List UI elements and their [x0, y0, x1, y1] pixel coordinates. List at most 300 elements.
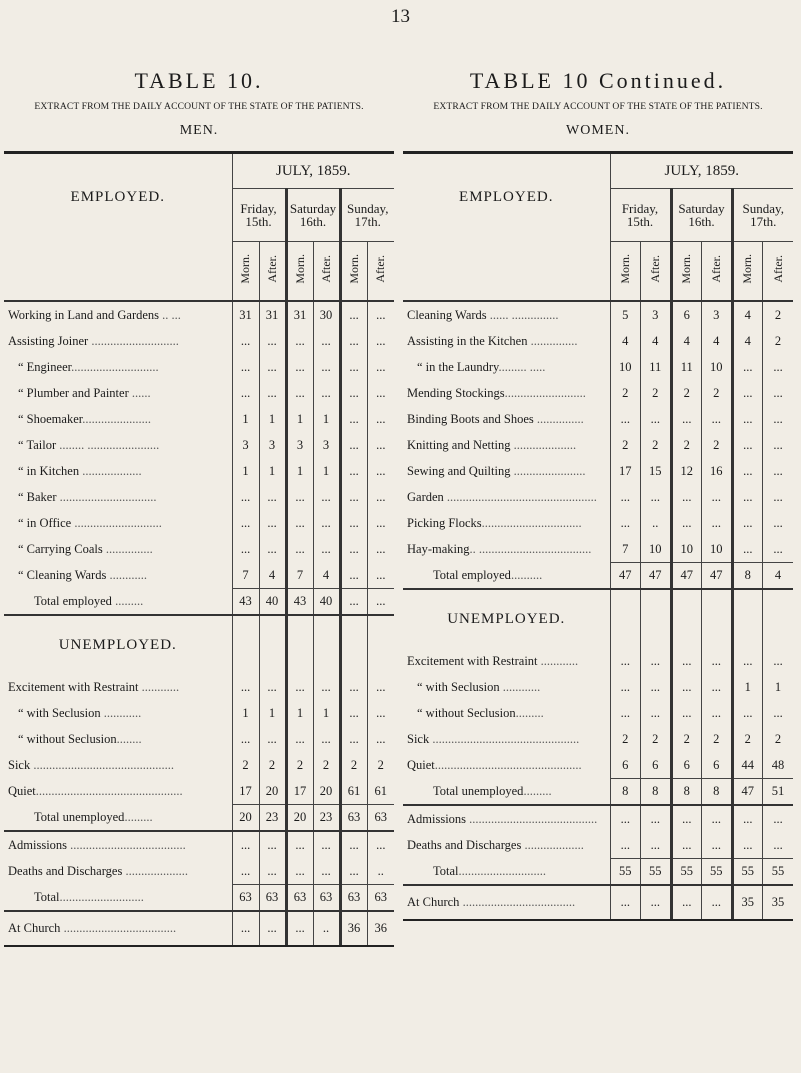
- cell-value: ...: [641, 700, 672, 726]
- cell-value: 63: [232, 885, 259, 912]
- table-row: [403, 380, 793, 406]
- cell-value: ...: [610, 805, 641, 832]
- cell-value: 23: [313, 805, 340, 832]
- table-row: [403, 458, 793, 484]
- cell-value: ...: [259, 328, 286, 354]
- session-header: [232, 242, 259, 302]
- leader-dots: .........: [523, 783, 552, 798]
- cell-value: 4: [610, 328, 641, 354]
- table-row: [403, 301, 793, 328]
- cell-value: ...: [232, 380, 259, 406]
- cell-value: ...: [641, 484, 672, 510]
- table-row: [4, 674, 394, 700]
- table-row: [4, 752, 394, 778]
- table-row: [403, 700, 793, 726]
- cell-value: ...: [702, 648, 733, 674]
- cell-value: 10: [671, 536, 702, 563]
- cell-value: ...: [641, 648, 672, 674]
- cell-value: 2: [763, 328, 794, 354]
- cell-value: ...: [732, 432, 763, 458]
- leader-dots: ............................: [71, 515, 162, 530]
- cell-value: 31: [286, 301, 313, 328]
- cell-value: ..: [641, 510, 672, 536]
- cell-value: ...: [641, 832, 672, 859]
- cell-value: 63: [340, 885, 367, 912]
- cell-value: 20: [286, 805, 313, 832]
- cell-value: ...: [286, 510, 313, 536]
- row-label-text: Total: [433, 863, 459, 878]
- cell-value: ...: [732, 354, 763, 380]
- men-table-section: [4, 70, 394, 947]
- cell-value: ...: [367, 510, 394, 536]
- cell-value: ...: [367, 354, 394, 380]
- day-header: [732, 189, 793, 242]
- cell-value: 1: [232, 406, 259, 432]
- cell-value: 1: [313, 700, 340, 726]
- cell-value: ...: [702, 885, 733, 919]
- cell-value: 3: [702, 301, 733, 328]
- session-label: After.: [647, 255, 662, 283]
- row-label-text: Sick: [407, 731, 430, 746]
- day-name: Friday,: [621, 201, 659, 216]
- cell-value: ...: [340, 380, 367, 406]
- row-label: [403, 859, 610, 886]
- cell-value: ...: [671, 484, 702, 510]
- cell-value: ...: [259, 354, 286, 380]
- leader-dots: ...............: [102, 541, 153, 556]
- cell-value: ...: [610, 484, 641, 510]
- table-row: [4, 726, 394, 752]
- cell-value: 63: [313, 885, 340, 912]
- cell-value: ...: [367, 432, 394, 458]
- row-label: [403, 752, 610, 779]
- session-label: After.: [373, 255, 388, 283]
- session-label: After.: [318, 255, 333, 283]
- cell-value: 10: [702, 354, 733, 380]
- cell-value: ...: [763, 832, 794, 859]
- cell-value: 17: [286, 778, 313, 805]
- header-spacer: [403, 242, 610, 302]
- leader-dots: .......................: [510, 463, 586, 478]
- row-label: [4, 536, 232, 562]
- leader-dots: ....................: [510, 437, 577, 452]
- cell-value: ...: [610, 510, 641, 536]
- row-label-text: “ in Kitchen: [18, 463, 80, 478]
- row-label-text: Admissions: [8, 837, 68, 852]
- row-label: [403, 832, 610, 859]
- table-row: [403, 484, 793, 510]
- row-label-text: “ Carrying Coals: [18, 541, 103, 556]
- cell-value: ...: [232, 858, 259, 885]
- table-row: [4, 536, 394, 562]
- row-label-text: “ Cleaning Wards: [18, 567, 107, 582]
- cell-value: ...: [367, 458, 394, 484]
- cell-value: ...: [732, 380, 763, 406]
- cell-value: 2: [671, 432, 702, 458]
- cell-value: ...: [286, 354, 313, 380]
- cell-value: 30: [313, 301, 340, 328]
- cell-value: 8: [732, 563, 763, 590]
- cell-value: ...: [671, 510, 702, 536]
- table-row: [403, 536, 793, 563]
- row-label-text: “ Baker: [18, 489, 57, 504]
- employed-header: EMPLOYED.: [70, 189, 165, 206]
- cell-value: ...: [286, 536, 313, 562]
- cell-value: ...: [259, 380, 286, 406]
- cell-value: 4: [702, 328, 733, 354]
- cell-value: 55: [610, 859, 641, 886]
- cell-value: ...: [610, 700, 641, 726]
- leader-dots: .....................................: [67, 837, 186, 852]
- table-subtitle: EXTRACT FROM THE DAILY ACCOUNT OF THE STATE OF THE PATIENTS.: [433, 101, 763, 112]
- leader-dots: ............................: [458, 863, 547, 878]
- cell-value: 1: [232, 458, 259, 484]
- cell-value: 40: [259, 589, 286, 616]
- table-row: [403, 432, 793, 458]
- row-label: [403, 779, 610, 806]
- cell-value: 2: [340, 752, 367, 778]
- leader-dots: ...............: [533, 411, 584, 426]
- session-header: [702, 242, 733, 302]
- cell-value: ...: [367, 406, 394, 432]
- table-row: [403, 832, 793, 859]
- cell-value: ...: [232, 484, 259, 510]
- header-spacer: [4, 242, 232, 302]
- cell-value: ...: [340, 301, 367, 328]
- cell-value: ...: [313, 726, 340, 752]
- day-date: 17th.: [750, 214, 777, 229]
- row-label: [403, 648, 610, 674]
- total-row: [4, 589, 394, 616]
- cell-value: ...: [259, 484, 286, 510]
- cell-value: ...: [367, 484, 394, 510]
- unemployed-header: UNEMPLOYED.: [4, 615, 232, 674]
- cell-value: ...: [702, 832, 733, 859]
- day-header: [286, 189, 340, 242]
- cell-value: ...: [340, 700, 367, 726]
- leader-dots: ...............................................: [434, 757, 582, 772]
- table-row: [4, 562, 394, 589]
- cell-value: ...: [732, 805, 763, 832]
- cell-value: ...: [313, 858, 340, 885]
- leader-dots: ............: [100, 705, 142, 720]
- cell-value: ...: [367, 726, 394, 752]
- table-row: [4, 858, 394, 885]
- cell-value: 2: [232, 752, 259, 778]
- cell-value: 2: [702, 432, 733, 458]
- row-label-text: Quiet: [8, 783, 36, 798]
- row-label: [403, 458, 610, 484]
- row-label: [403, 885, 610, 919]
- row-label: [403, 674, 610, 700]
- row-label-text: “ in the Laundry: [417, 359, 499, 374]
- row-label: [4, 328, 232, 354]
- day-name: Saturday: [289, 201, 337, 216]
- leader-dots: .........: [515, 705, 544, 720]
- table-row: [403, 406, 793, 432]
- row-label-text: Total employed: [34, 593, 112, 608]
- cell-value: ...: [763, 648, 794, 674]
- cell-value: 4: [763, 563, 794, 590]
- row-label: [4, 700, 232, 726]
- cell-value: 10: [610, 354, 641, 380]
- empty-cell: [671, 589, 702, 648]
- church-row: [4, 911, 394, 945]
- leader-dots: ............................: [71, 359, 159, 374]
- session-header: [610, 242, 641, 302]
- cell-value: 4: [313, 562, 340, 589]
- cell-value: ...: [313, 674, 340, 700]
- cell-value: ...: [367, 328, 394, 354]
- cell-value: ...: [732, 510, 763, 536]
- row-label: [4, 831, 232, 858]
- cell-value: ..: [313, 911, 340, 945]
- cell-value: ...: [671, 700, 702, 726]
- row-label: [403, 380, 610, 406]
- cell-value: ...: [340, 354, 367, 380]
- cell-value: ...: [259, 726, 286, 752]
- cell-value: 2: [732, 726, 763, 752]
- cell-value: ...: [367, 589, 394, 616]
- cell-value: 63: [367, 805, 394, 832]
- session-label: Morn.: [617, 254, 632, 284]
- row-label-text: Binding Boots and Shoes: [407, 411, 534, 426]
- cell-value: 3: [641, 301, 672, 328]
- session-header: [286, 242, 313, 302]
- day-name: Sunday,: [742, 201, 784, 216]
- cell-value: ...: [367, 380, 394, 406]
- leader-dots: ...............................: [56, 489, 157, 504]
- row-label-text: Mending Stockings: [407, 385, 505, 400]
- cell-value: 4: [641, 328, 672, 354]
- day-date: 15th.: [626, 214, 654, 229]
- table-sex-heading: WOMEN.: [566, 123, 630, 138]
- cell-value: 7: [610, 536, 641, 563]
- cell-value: ...: [763, 380, 794, 406]
- cell-value: ...: [763, 700, 794, 726]
- empty-cell: [610, 589, 641, 648]
- row-label-text: “ Tailor: [18, 437, 57, 452]
- grand-total-row: [403, 859, 793, 886]
- cell-value: 4: [259, 562, 286, 589]
- cell-value: 11: [671, 354, 702, 380]
- leader-dots: ............: [499, 679, 541, 694]
- cell-value: 61: [340, 778, 367, 805]
- cell-value: 3: [286, 432, 313, 458]
- cell-value: 7: [232, 562, 259, 589]
- table-row: [403, 354, 793, 380]
- cell-value: 1: [313, 458, 340, 484]
- row-label: [403, 805, 610, 832]
- unemployed-header: UNEMPLOYED.: [403, 589, 610, 648]
- cell-value: ...: [313, 831, 340, 858]
- cell-value: ...: [286, 911, 313, 945]
- cell-value: ...: [763, 510, 794, 536]
- table-row: [4, 458, 394, 484]
- cell-value: 1: [286, 458, 313, 484]
- row-label-text: Deaths and Discharges: [407, 837, 522, 852]
- cell-value: 2: [702, 380, 733, 406]
- session-label: Morn.: [292, 254, 307, 284]
- leader-dots: ....................................: [60, 921, 177, 935]
- cell-value: ...: [671, 805, 702, 832]
- cell-value: 17: [232, 778, 259, 805]
- cell-value: 51: [763, 779, 794, 806]
- cell-value: ...: [232, 536, 259, 562]
- row-label-text: “ Shoemaker: [18, 411, 83, 426]
- cell-value: 36: [340, 911, 367, 945]
- cell-value: ...: [610, 648, 641, 674]
- cell-value: ...: [763, 805, 794, 832]
- table-row: [403, 328, 793, 354]
- leader-dots: ...................: [79, 463, 142, 478]
- cell-value: 1: [732, 674, 763, 700]
- total-row: [403, 779, 793, 806]
- cell-value: 55: [671, 859, 702, 886]
- cell-value: ...: [610, 885, 641, 919]
- cell-value: ...: [732, 484, 763, 510]
- leader-dots: .........: [124, 809, 153, 824]
- subheading-row: [4, 615, 394, 674]
- row-label-text: Total: [34, 889, 60, 904]
- cell-value: 1: [286, 406, 313, 432]
- row-label: [4, 858, 232, 885]
- leader-dots: ......... .....: [498, 359, 546, 374]
- cell-value: 61: [367, 778, 394, 805]
- cell-value: ...: [313, 328, 340, 354]
- page-number: 13: [391, 6, 410, 27]
- row-label-text: Excitement with Restraint: [407, 653, 538, 668]
- table-row: [4, 484, 394, 510]
- leader-dots: ..........................: [504, 385, 586, 400]
- empty-cell: [232, 615, 259, 674]
- day-header: [671, 189, 732, 242]
- table-row: [403, 805, 793, 832]
- day-date: 15th.: [245, 214, 272, 229]
- cell-value: ...: [232, 831, 259, 858]
- table-title: TABLE 10 Continued.: [469, 68, 727, 93]
- women-table: [403, 151, 793, 921]
- row-label-text: Sewing and Quilting: [407, 463, 511, 478]
- row-label-text: Total unemployed: [34, 809, 125, 824]
- row-label: [4, 752, 232, 778]
- row-label: [4, 380, 232, 406]
- row-label: [4, 406, 232, 432]
- table-row: [403, 648, 793, 674]
- session-label: Morn.: [238, 254, 252, 284]
- empty-cell: [340, 615, 367, 674]
- cell-value: ...: [671, 674, 702, 700]
- leader-dots: ................................................: [443, 489, 597, 504]
- cell-value: 63: [286, 885, 313, 912]
- cell-value: ...: [702, 484, 733, 510]
- cell-value: ...: [286, 858, 313, 885]
- row-label-text: “ without Seclusion: [18, 731, 117, 746]
- leader-dots: ............: [537, 653, 579, 668]
- cell-value: 6: [702, 752, 733, 779]
- leader-dots: .........................................: [466, 811, 598, 826]
- row-label-text: Garden: [407, 489, 444, 504]
- cell-value: ...: [763, 406, 794, 432]
- day-name: Friday,: [240, 201, 277, 216]
- cell-value: 47: [641, 563, 672, 590]
- session-header: [671, 242, 702, 302]
- cell-value: 2: [641, 432, 672, 458]
- session-label: Morn.: [740, 254, 755, 284]
- cell-value: 55: [732, 859, 763, 886]
- cell-value: 7: [286, 562, 313, 589]
- row-label: [4, 674, 232, 700]
- cell-value: ...: [259, 510, 286, 536]
- cell-value: 16: [702, 458, 733, 484]
- session-label: After.: [708, 255, 723, 283]
- row-label: [4, 778, 232, 805]
- cell-value: ...: [286, 484, 313, 510]
- cell-value: ...: [671, 406, 702, 432]
- cell-value: 2: [641, 380, 672, 406]
- leader-dots: ....................................: [459, 895, 576, 909]
- cell-value: 17: [610, 458, 641, 484]
- row-label: [403, 726, 610, 752]
- session-header: [763, 242, 794, 302]
- cell-value: ...: [232, 354, 259, 380]
- cell-value: 63: [367, 885, 394, 912]
- cell-value: ...: [340, 484, 367, 510]
- cell-value: 1: [232, 700, 259, 726]
- cell-value: 47: [671, 563, 702, 590]
- cell-value: ...: [340, 406, 367, 432]
- cell-value: 2: [702, 726, 733, 752]
- cell-value: ...: [340, 562, 367, 589]
- cell-value: ...: [763, 354, 794, 380]
- cell-value: 3: [259, 432, 286, 458]
- row-label-text: Picking Flocks: [407, 515, 482, 530]
- table-row: [403, 752, 793, 779]
- row-label: [4, 562, 232, 589]
- cell-value: 63: [259, 885, 286, 912]
- cell-value: 4: [671, 328, 702, 354]
- leader-dots: .............................................: [30, 757, 174, 772]
- row-label-text: At Church: [407, 895, 460, 909]
- cell-value: ...: [232, 726, 259, 752]
- cell-value: ...: [313, 510, 340, 536]
- cell-value: ...: [763, 458, 794, 484]
- cell-value: 6: [671, 752, 702, 779]
- cell-value: 12: [671, 458, 702, 484]
- cell-value: ...: [313, 354, 340, 380]
- cell-value: 20: [232, 805, 259, 832]
- table-row: [4, 700, 394, 726]
- cell-value: 4: [732, 301, 763, 328]
- table-sex-heading: MEN.: [179, 123, 219, 138]
- day-header: [340, 189, 394, 242]
- table-row: [4, 406, 394, 432]
- row-label: [403, 328, 610, 354]
- row-label: [4, 510, 232, 536]
- cell-value: 5: [610, 301, 641, 328]
- row-label: [403, 301, 610, 328]
- total-row: [403, 563, 793, 590]
- cell-value: 43: [232, 589, 259, 616]
- cell-value: ...: [340, 858, 367, 885]
- table-row: [4, 510, 394, 536]
- cell-value: ...: [340, 432, 367, 458]
- cell-value: 8: [671, 779, 702, 806]
- day-date: 16th.: [688, 214, 715, 229]
- cell-value: 55: [641, 859, 672, 886]
- row-label-text: Cleaning Wards: [407, 307, 487, 322]
- day-date: 17th.: [354, 214, 381, 229]
